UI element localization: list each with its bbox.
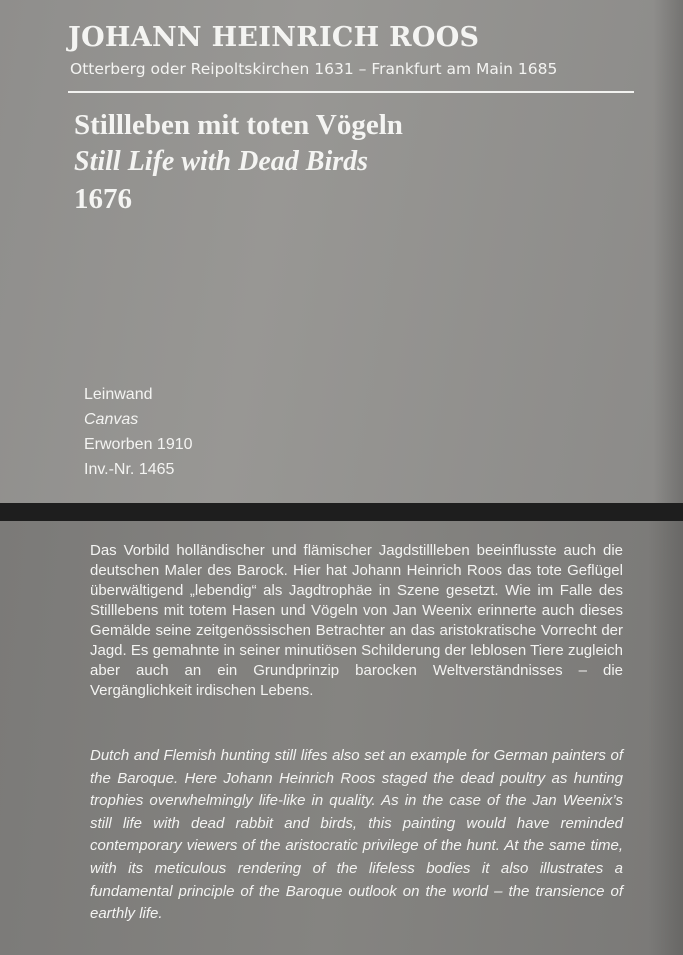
medium-german: Leinwand xyxy=(84,386,153,403)
artwork-year: 1676 xyxy=(74,183,132,215)
wall-divider-band xyxy=(0,503,683,521)
description-german: Das Vorbild holländischer und flämischer Jagdstillleben beeinflusste auch die deutschen Maler des Barock. Hier hat Johann Heinrich Roos das tote Geflügel überwältigend „lebendig“ als Jagdtrophäe in Szene gesetzt. Wie im Falle des Stilllebens mit totem Hasen und Vögeln von Jan Weenix erinnerte auch dieses Gemälde seine zeitgenössischen Betrachter an das aristokratische Vorrecht der Jagd. Es gemahnte in seiner minutiösen Schilderung der leblosen Tiere zugleich aber auch an ein Grundprinzip barocken Weltverständnisses – die Vergänglichkeit irdischen Lebens. xyxy=(90,542,623,699)
medium-english: Canvas xyxy=(84,411,139,428)
artist-name: JOHANN HEINRICH ROOS xyxy=(68,22,480,53)
acquisition-note: Erworben 1910 xyxy=(84,436,193,453)
description-english: Dutch and Flemish hunting still lifes also set an example for German painters of the Baroque. Here Johann Heinrich Roos staged the dead poultry as hunting trophies overwhelmingly life-like in quality. As in the case of the Jan Weenix’s still life with dead rabbit and birds, this painting would have reminded contemporary viewers of the aristocratic privilege of the hunt. At the same time, with its meticulous rendering of the lifeless bodies it also illustrates a fundamental principle of the Baroque outlook on the world – the transience of earthly life. xyxy=(90,747,623,923)
inventory-number: Inv.-Nr. 1465 xyxy=(84,461,175,478)
title-divider-line xyxy=(68,91,634,93)
artwork-title-german: Stillleben mit toten Vögeln xyxy=(74,109,403,141)
artwork-title-english: Still Life with Dead Birds xyxy=(74,146,369,177)
artist-life-dates: Otterberg oder Reipoltskirchen 1631 – Frankfurt am Main 1685 xyxy=(70,60,558,78)
